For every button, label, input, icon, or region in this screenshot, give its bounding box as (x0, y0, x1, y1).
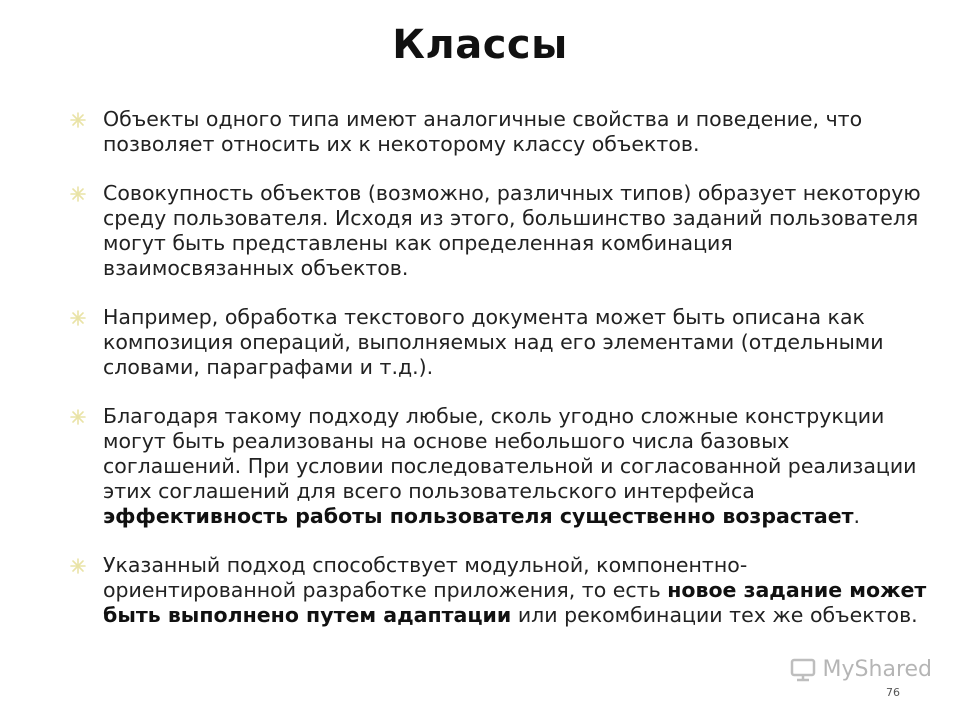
bullet-item (70, 181, 930, 281)
sparkle-icon (70, 558, 86, 574)
sparkle-icon (70, 310, 86, 326)
bullet-text: Например, обработка текстового документа может быть описана как композиция операций, выполняемых над его элементами (отдельными словами, параграфами и т.д.). (103, 305, 884, 379)
projector-logo-icon (789, 655, 817, 683)
bullet-text: Совокупность объектов (возможно, различных типов) образует некоторую среду пользователя. Исходя из этого, большинство заданий пользователя могут быть представлены как определенная комбинация взаимосвязанных объектов. (103, 181, 921, 280)
bullet-item (70, 404, 930, 529)
bullet-item (70, 107, 930, 157)
bullet-text-plain: или рекомбинации тех же объектов. (511, 603, 918, 627)
watermark (789, 655, 932, 683)
slide-title: Классы (392, 22, 568, 68)
bullet-text-emphasis: эффективность работы пользователя существенно возрастает (103, 504, 854, 528)
sparkle-icon (70, 409, 86, 425)
bullet-text-plain: . (853, 504, 861, 528)
sparkle-icon (70, 186, 86, 202)
bullet-text-plain: Благодаря такому подходу любые, сколь угодно сложные конструкции могут быть реализованы на основе небольшого числа базовых соглашений. При условии последовательной и согласованной реализации этих соглашений для всего пользовательского интерфейса (103, 404, 917, 503)
sparkle-icon (70, 112, 86, 128)
bullet-text-plain: Указанный подход способствует модульной, компонентно-ориентированной разработке приложения, то есть (103, 553, 748, 602)
page-number: 76 (886, 686, 900, 699)
bullet-text (103, 553, 926, 627)
bullet-text: Объекты одного типа имеют аналогичные свойства и поведение, что позволяет относить их к некоторому классу объектов. (103, 107, 863, 156)
bullet-list (70, 107, 930, 628)
bullet-text-emphasis: новое задание может быть выполнено путем адаптации (103, 578, 927, 627)
bullet-text (103, 404, 916, 528)
bullet-item (70, 553, 930, 628)
bullet-item (70, 305, 930, 380)
watermark-text: MyShared (822, 656, 932, 682)
